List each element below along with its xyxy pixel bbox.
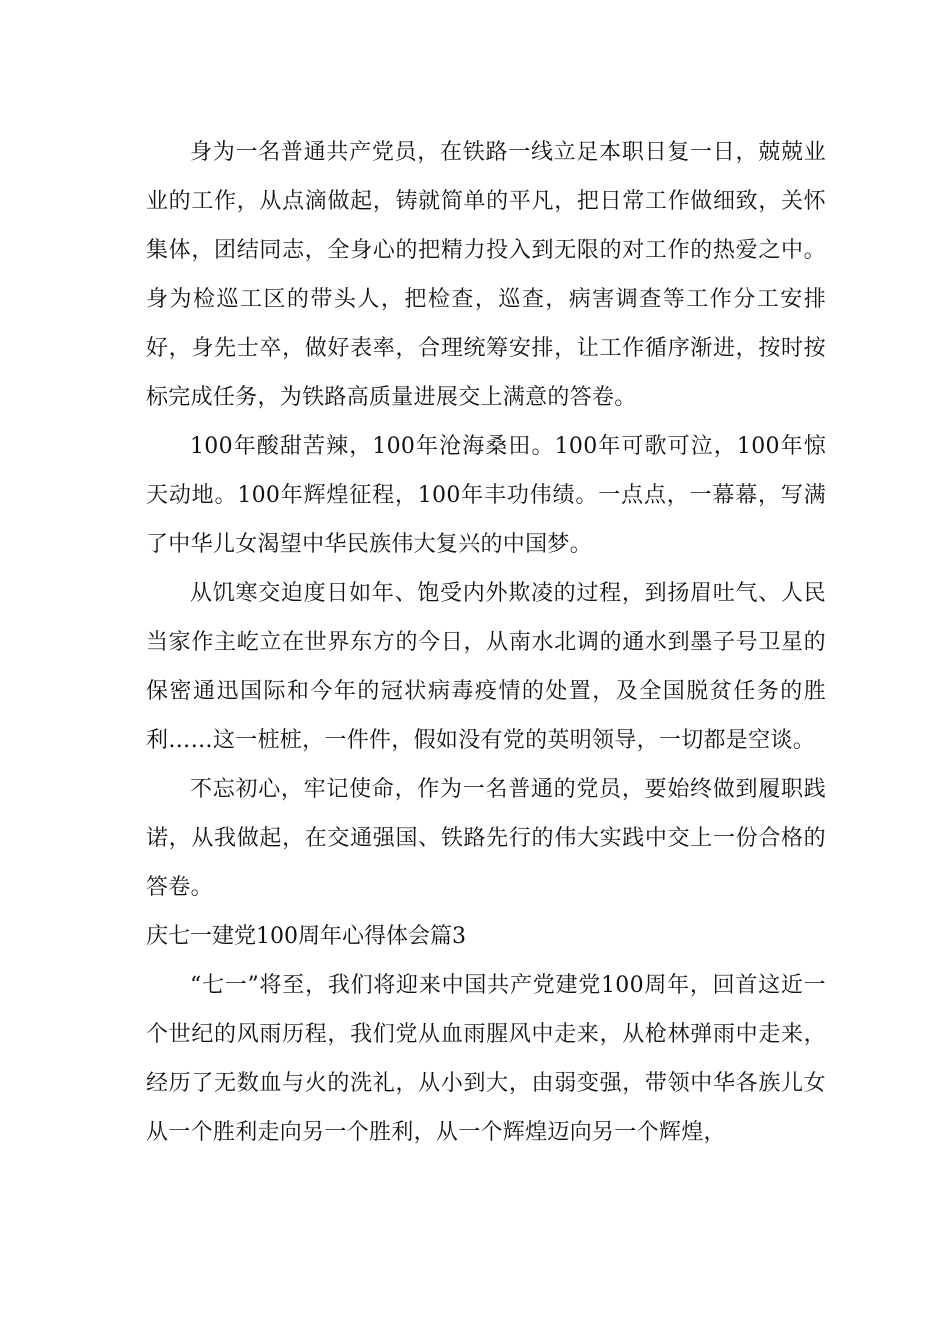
paragraph-2: 100年酸甜苦辣，100年沧海桑田。100年可歌可泣，100年惊天动地。100年辉煌征程，100年丰功伟绩。一点点，一幕幕，写满了中华儿女渴望中华民族伟大复兴的中国梦。 (146, 434, 826, 557)
paragraph-5: “七一”将至，我们将迎来中国共产党建党100周年，回首这近一个世纪的风雨历程，我们党从血雨腥风中走来，从枪林弹雨中走来，经历了无数血与火的洗礼，从小到大，由弱变强，带领中华各族儿女从一个胜利走向另一个胜利，从一个辉煌迈向另一个辉煌， (146, 973, 826, 1145)
paragraph-4: 不忘初心，牢记使命，作为一名普通的党员，要始终做到履职践诺，从我做起，在交通强国、铁路先行的伟大实践中交上一份合格的答卷。 (146, 777, 826, 900)
section-heading: 庆七一建党100周年心得体会篇3 (146, 924, 466, 949)
document-body (146, 128, 826, 1157)
paragraph-3: 从饥寒交迫度日如年、饱受内外欺凌的过程，到扬眉吐气、人民当家作主屹立在世界东方的今日，从南水北调的通水到墨子号卫星的保密通迅国际和今年的冠状病毒疫情的处置，及全国脱贫任务的胜利……这一桩桩，一件件，假如没有党的英明领导，一切都是空谈。 (146, 581, 826, 753)
paragraph-1: 身为一名普通共产党员，在铁路一线立足本职日复一日，兢兢业业的工作，从点滴做起，铸就简单的平凡，把日常工作做细致，关怀集体，团结同志，全身心的把精力投入到无限的对工作的热爱之中。身为检巡工区的带头人，把检查，巡查，病害调查等工作分工安排好，身先士卒，做好表率，合理统筹安排，让工作循序渐进，按时按标完成任务，为铁路高质量进展交上满意的答卷。 (146, 140, 826, 410)
